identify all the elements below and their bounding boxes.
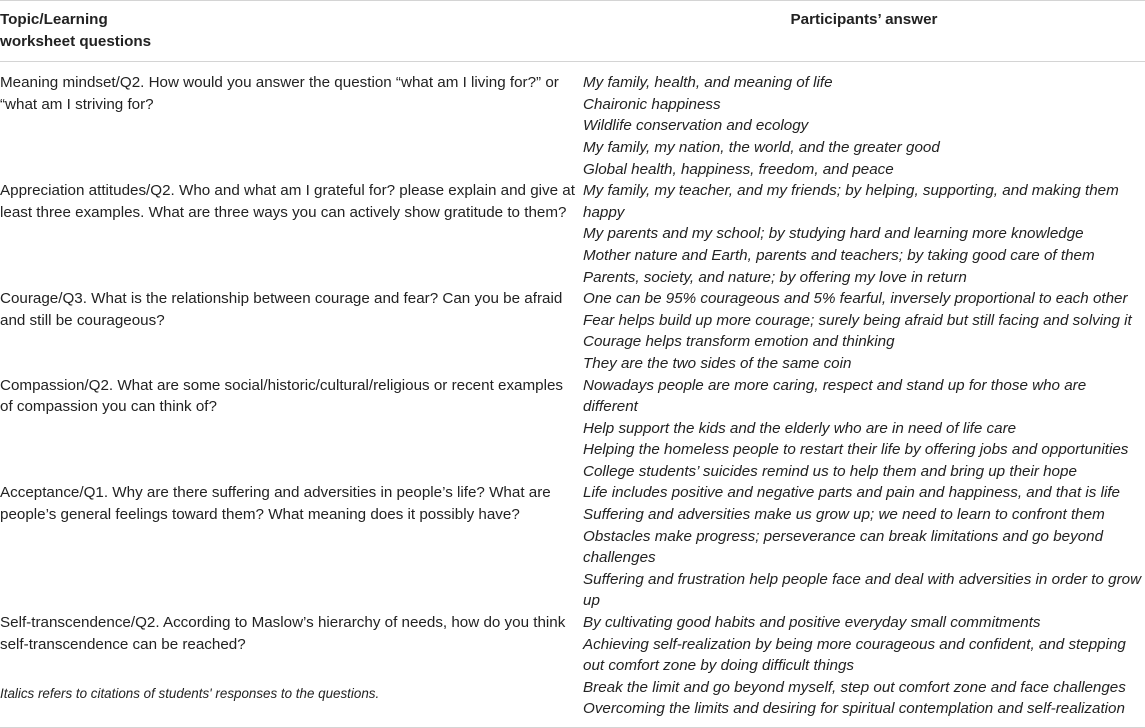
participant-answer: By cultivating good habits and positive everyday small commitments — [583, 614, 1041, 632]
participant-answer: Suffering and frustration help people face and deal with adversities in order to grow up — [583, 570, 1142, 610]
participant-answers-cell — [583, 612, 1145, 727]
participant-answer: One can be 95% courageous and 5% fearful, inversely proportional to each other — [583, 290, 1128, 308]
participant-answer: Wildlife conservation and ecology — [583, 117, 809, 135]
participant-answer: Overcoming the limits and desiring for spiritual contemplation and self-realization — [583, 700, 1125, 718]
topic-question-cell: Acceptance/Q1. Why are there suffering and adversities in people’s life? What are people’s general feelings toward them? What meaning does it possibly have? — [0, 484, 551, 524]
participant-answers-cell — [583, 375, 1145, 483]
participant-answer: Parents, society, and nature; by offering my love in return — [583, 268, 967, 286]
table-row — [0, 288, 1145, 374]
participant-answer: College students’ suicides remind us to help them and bring up their hope — [583, 462, 1077, 480]
participant-answer: They are the two sides of the same coin — [583, 354, 852, 372]
table-row — [0, 180, 1145, 288]
topic-question-cell: Compassion/Q2. What are some social/historic/cultural/religious or recent examples of compassion you can think of? — [0, 376, 564, 416]
participant-answers-cell — [583, 180, 1145, 288]
topic-question-cell: Appreciation attitudes/Q2. Who and what am I grateful for? please explain and give at least three examples. What are three ways you can actively show gratitude to them? — [0, 182, 575, 221]
topic-question-cell: Courage/Q3. What is the relationship between courage and fear? Can you be afraid and still be courageous? — [0, 290, 563, 329]
participant-answer: Global health, happiness, freedom, and peace — [583, 160, 894, 178]
table-footnote: Italics refers to citations of students' responses to the questions. — [0, 686, 380, 701]
participant-answer: My family, my teacher, and my friends; by helping, supporting, and making them happy — [583, 182, 1119, 221]
participant-answer: Life includes positive and negative parts and pain and happiness, and that is life — [583, 484, 1120, 502]
participant-answer: My parents and my school; by studying hard and learning more knowledge — [583, 225, 1084, 243]
participant-answer: Fear helps build up more courage; surely being afraid but still facing and solving it — [583, 311, 1132, 329]
participant-answer: Mother nature and Earth, parents and teachers; by taking good care of them — [583, 246, 1095, 264]
answer-column-header: Participants’ answer — [583, 1, 1145, 62]
topic-question-cell: Meaning mindset/Q2. How would you answer the question “what am I living for?” or “what am I striving for? — [0, 74, 559, 113]
participant-answer: Nowadays people are more caring, respect and stand up for those who are different — [583, 376, 1087, 416]
table-row — [0, 482, 1145, 612]
table-row — [0, 612, 1145, 727]
participant-answer: Break the limit and go beyond myself, step out comfort zone and face challenges — [583, 678, 1126, 696]
table-body — [0, 62, 1145, 728]
participant-answer: Suffering and adversities make us grow up; we need to learn to confront them — [583, 506, 1105, 524]
topic-question-cell: Self-transcendence/Q2. According to Maslow’s hierarchy of needs, how do you think self-transcendence can be reached? — [0, 612, 583, 727]
participant-answer: Courage helps transform emotion and thinking — [583, 333, 895, 351]
participant-answer: My family, health, and meaning of life — [583, 74, 833, 92]
participant-answer: Achieving self-realization by being more courageous and confident, and stepping out comfort zone by doing difficult things — [583, 635, 1126, 675]
participant-answers-cell — [583, 62, 1145, 180]
participant-answer: Chaironic happiness — [583, 95, 721, 113]
participant-answer: Obstacles make progress; perseverance can break limitations and go beyond challenges — [583, 527, 1104, 567]
participant-answer: Help support the kids and the elderly who are in need of life care — [583, 419, 1017, 437]
table-row — [0, 375, 1145, 483]
participant-answer: My family, my nation, the world, and the greater good — [583, 138, 940, 156]
participant-answers-cell — [583, 288, 1145, 374]
topic-column-header: Topic/Learning worksheet questions — [0, 1, 583, 62]
table-row — [0, 62, 1145, 180]
participant-answers-cell — [583, 482, 1145, 612]
participant-answer: Helping the homeless people to restart their life by offering jobs and opportunities — [583, 441, 1129, 459]
table-header-row — [0, 1, 1145, 62]
